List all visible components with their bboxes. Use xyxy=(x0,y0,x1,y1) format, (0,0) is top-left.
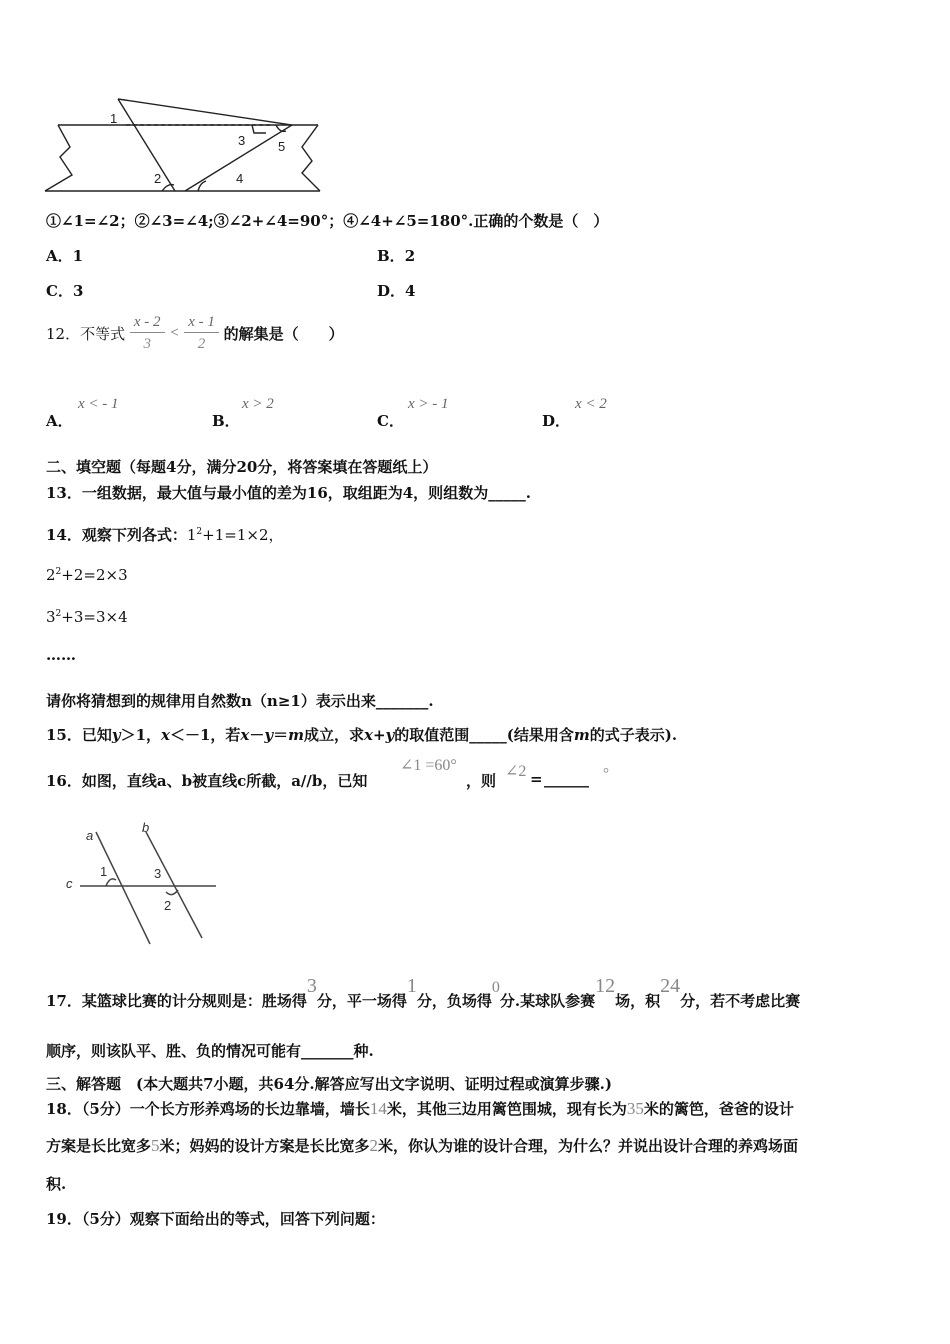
q18-line1: 18．（5分）一个长方形养鸡场的长边靠墙，墙长14米，其他三边用篱笆围城，现有长为35米的篱笆，爸爸的设计 xyxy=(46,1099,794,1118)
q19-text: 19．（5分）观察下面给出的等式，回答下列问题： xyxy=(46,1210,385,1228)
line-a xyxy=(96,832,150,944)
q12-option-a-expr: x < - 1 xyxy=(78,396,119,412)
label-a: a xyxy=(86,828,94,843)
q11-figure xyxy=(40,95,330,200)
q12-num: 12．不等式 xyxy=(46,325,126,343)
q12-option-b[interactable]: B． xyxy=(212,412,240,430)
angle-arc-1 xyxy=(106,879,116,886)
q12-option-d[interactable]: D． xyxy=(542,412,571,430)
label-2: 2 xyxy=(164,898,172,913)
q16-blank: ______ xyxy=(544,770,589,788)
q14-eq3: $3^2+3=3\times 4$ xyxy=(46,608,128,626)
q11-option-b[interactable]: B．2 xyxy=(377,247,416,265)
q15-text: 15．已知y＞1，x＜－1，若x－y＝m成立，求x+y的取值范围_____(结果用含m的式子表示). xyxy=(46,726,678,744)
q12-option-b-expr: x > 2 xyxy=(242,396,274,412)
q16-given: ∠1 =60° xyxy=(400,757,457,774)
q16-find: ∠2 xyxy=(505,763,527,780)
q12-frac2: $\frac{x - 1}{2}$ xyxy=(184,312,219,355)
q12-frac1: $\frac{x - 2}{3}$ xyxy=(130,312,165,355)
strip-left-edge xyxy=(45,125,72,191)
q12-option-d-expr: x < 2 xyxy=(575,396,607,412)
fig-label-5: 5 xyxy=(278,139,286,154)
q18-line3: 积. xyxy=(46,1175,67,1193)
label-b: b xyxy=(142,820,150,835)
q16-eq: = xyxy=(530,770,543,788)
fig-label-4: 4 xyxy=(236,171,244,186)
line-b xyxy=(146,832,202,938)
section2-heading: 二、填空题（每题4分，满分20分，将答案填在答题纸上） xyxy=(46,458,438,476)
q12-tail: 的解集是（ ） xyxy=(223,325,344,343)
label-1: 1 xyxy=(100,864,108,879)
q14-intro: 14．观察下列各式：$1^2+1=1\times 2$， xyxy=(46,526,284,544)
q16-figure xyxy=(62,818,222,948)
fig-label-1: 1 xyxy=(110,111,118,126)
q11-option-a[interactable]: A．1 xyxy=(46,247,84,265)
q17-line1: 17．某篮球比赛的计分规则是：胜场得3分，平一场得1分，负场得0分.某球队参赛12场，积24分，若不考虑比赛 xyxy=(46,975,801,1010)
section3-heading: 三、解答题 (本大题共7小题，共64分.解答应写出文字说明、证明过程或演算步骤.) xyxy=(46,1075,612,1093)
strip-right-edge xyxy=(302,125,320,191)
right-angle-mark xyxy=(252,125,266,133)
q12-option-a[interactable]: A． xyxy=(46,412,73,430)
triangle-side xyxy=(118,99,175,191)
q14-eq2: $2^2+2=2\times 3$ xyxy=(46,566,128,584)
q12-option-c[interactable]: C． xyxy=(377,412,404,430)
label-3: 3 xyxy=(154,866,162,881)
q12-line: 12．不等式 $\frac{x - 2}{3}$ < $\frac{x - 1}{2}$ 的解集是（ ） xyxy=(46,312,344,355)
q18-line2: 方案是长比宽多5米；妈妈的设计方案是长比宽多2米，你认为谁的设计合理，为什么？并说出设计合理的养鸡场面 xyxy=(46,1136,799,1155)
triangle xyxy=(118,99,292,191)
q14-ask: 请你将猜想到的规律用自然数n（n≥1）表示出来_______. xyxy=(46,692,434,710)
q16-degree: ° xyxy=(603,766,609,782)
q14-dots: …… xyxy=(46,646,76,664)
q11-option-d[interactable]: D．4 xyxy=(377,282,416,300)
q16-text: 16．如图，直线a、b被直线c所截，a//b，已知 xyxy=(46,772,368,790)
fig-label-2: 2 xyxy=(154,171,162,186)
fig-label-3: 3 xyxy=(238,133,246,148)
q12-option-c-expr: x > - 1 xyxy=(408,396,449,412)
q11-statements: ①∠1=∠2；②∠3=∠4;③∠2+∠4=90°；④∠4+∠5=180°.正确的个数是（ ） xyxy=(46,212,609,230)
q16-then: ，则 xyxy=(466,772,497,790)
label-c: c xyxy=(66,876,73,891)
q11-option-c[interactable]: C．3 xyxy=(46,282,84,300)
q13-text: 13．一组数据，最大值与最小值的差为16，取组距为4，则组数为_____. xyxy=(46,484,531,502)
q17-line2: 顺序，则该队平、胜、负的情况可能有_______种. xyxy=(46,1042,374,1060)
